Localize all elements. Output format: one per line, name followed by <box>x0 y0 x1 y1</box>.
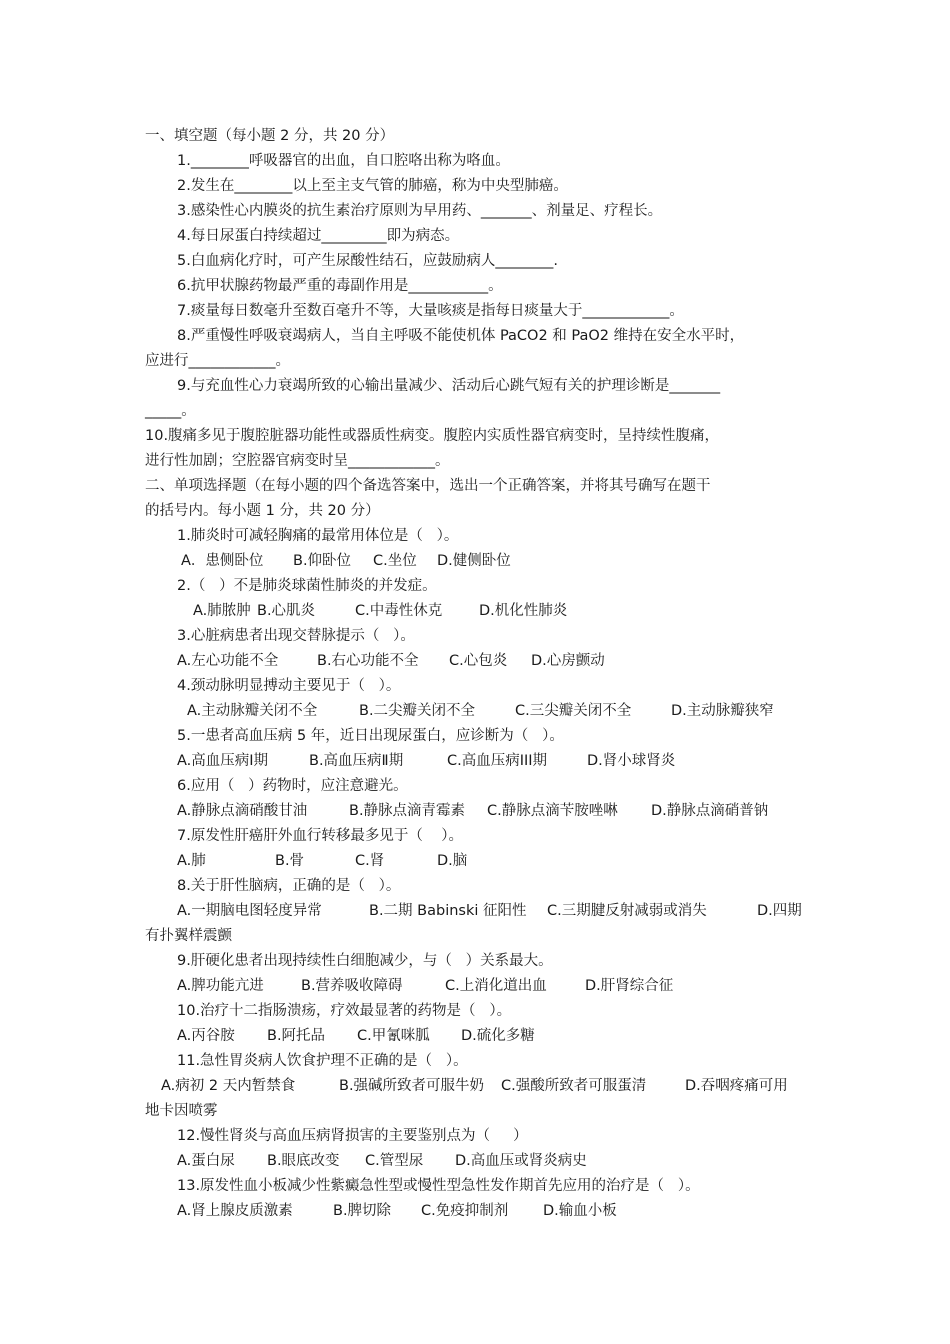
option-b: B.心肌炎 <box>257 603 316 619</box>
choice-question-13: 13.原发性血小板减少性紫癜急性型或慢性型急性发作期首先应用的治疗是（ ）。 <box>177 1178 700 1194</box>
fill-question-9: 9.与充血性心力衰竭所致的心输出量减少、活动后心跳气短有关的护理诊断是_______ <box>177 378 721 394</box>
option-d: D.肾小球肾炎 <box>587 753 676 769</box>
choice-question-3-options <box>145 649 810 674</box>
option-b: B.高血压病Ⅱ期 <box>309 753 404 769</box>
option-b: B.二尖瓣关闭不全 <box>359 703 476 719</box>
option-d: D.硫化多糖 <box>461 1028 535 1044</box>
option-d: D.机化性肺炎 <box>479 603 568 619</box>
exam-content <box>145 124 810 1224</box>
fill-question-6: 6.抗甲状腺药物最严重的毒副作用是___________。 <box>177 278 503 294</box>
option-d: D.脑 <box>437 853 468 869</box>
option-c: C.坐位 <box>373 553 417 569</box>
option-a: A.高血压病Ⅰ期 <box>177 753 269 769</box>
choice-question-11-options <box>145 1074 810 1099</box>
option-c: C.甲氰咪胍 <box>357 1028 430 1044</box>
choice-question-11: 11.急性胃炎病人饮食护理不正确的是（ ）。 <box>177 1053 468 1069</box>
fill-question-8: 8.严重慢性呼吸衰竭病人，当自主呼吸不能使机体 PaCO2 和 PaO2 维持在安全水平时， <box>177 328 745 344</box>
option-b: B.静脉点滴青霉素 <box>349 803 466 819</box>
choice-question-5: 5.一患者高血压病 5 年，近日出现尿蛋白，应诊断为（ ）。 <box>177 728 564 744</box>
option-c: C.三尖瓣关闭不全 <box>515 703 632 719</box>
fill-question-5: 5.白血病化疗时，可产生尿酸性结石，应鼓励病人________. <box>177 253 558 269</box>
fill-question-7: 7.痰量每日数毫升至数百毫升不等，大量咳痰是指每日痰量大于____________。 <box>177 303 684 319</box>
choice-question-1: 1.肺炎时可减轻胸痛的最常用体位是（ ）。 <box>177 528 459 544</box>
option-b: B.仰卧位 <box>293 553 352 569</box>
section-2-heading: 二、单项选择题（在每小题的四个备选答案中，选出一个正确答案，并将其号确写在题干 <box>145 478 711 494</box>
option-b: B.营养吸收障碍 <box>301 978 403 994</box>
choice-question-9-options <box>145 974 810 999</box>
option-a: A.左心功能不全 <box>177 653 279 669</box>
option-a: A.主动脉瓣关闭不全 <box>187 703 318 719</box>
option-a: A.一期脑电图轻度异常 <box>177 903 322 919</box>
section-2-heading-cont: 的括号内。每小题 1 分，共 20 分） <box>145 503 380 519</box>
choice-question-13-options <box>145 1199 810 1224</box>
option-d: D.输血小板 <box>543 1203 617 1219</box>
option-d: D.健侧卧位 <box>437 553 511 569</box>
choice-question-12-options <box>145 1149 810 1174</box>
option-c: C.高血压病III期 <box>447 753 548 769</box>
choice-question-4: 4.颈动脉明显搏动主要见于（ ）。 <box>177 678 401 694</box>
option-a: A.肺脓肿 <box>193 603 251 619</box>
option-b: B.眼底改变 <box>267 1153 340 1169</box>
option-a: A.肾上腺皮质激素 <box>177 1203 293 1219</box>
option-a: A.蛋白尿 <box>177 1153 235 1169</box>
choice-question-10: 10.治疗十二指肠溃疡，疗效最显著的药物是（ ）。 <box>177 1003 512 1019</box>
option-d: D.心房颤动 <box>531 653 605 669</box>
option-c: C.上消化道出血 <box>445 978 547 994</box>
option-b: B.骨 <box>275 853 305 869</box>
fill-question-4: 4.每日尿蛋白持续超过_________即为病态。 <box>177 228 460 244</box>
option-b: B.阿托品 <box>267 1028 326 1044</box>
choice-question-6: 6.应用（ ）药物时，应注意避光。 <box>177 778 408 794</box>
choice-question-10-options <box>145 1024 810 1049</box>
choice-question-12: 12.慢性肾炎与高血压病肾损害的主要鉴别点为（ ） <box>177 1128 528 1144</box>
fill-question-10-cont: 进行性加剧；空腔器官病变时呈____________。 <box>145 453 450 469</box>
choice-question-9: 9.肝硬化患者出现持续性白细胞减少，与（ ）关系最大。 <box>177 953 553 969</box>
option-a: A.丙谷胺 <box>177 1028 235 1044</box>
choice-question-4-options <box>145 699 810 724</box>
option-d: D.四期 <box>757 903 802 919</box>
option-b: B.强碱所致者可服牛奶 <box>339 1078 485 1094</box>
option-d: D.静脉点滴硝普钠 <box>651 803 769 819</box>
option-c: C.管型尿 <box>365 1153 424 1169</box>
fill-question-3: 3.感染性心内膜炎的抗生素治疗原则为早用药、_______、剂量足、疗程长。 <box>177 203 663 219</box>
option-a: A.病初 2 天内暂禁食 <box>161 1078 296 1094</box>
option-d: D.高血压或肾炎病史 <box>455 1153 587 1169</box>
option-a: A.静脉点滴硝酸甘油 <box>177 803 308 819</box>
option-c: C.肾 <box>355 853 385 869</box>
choice-question-7-options <box>145 849 810 874</box>
option-c: C.心包炎 <box>449 653 508 669</box>
choice-question-6-options <box>145 799 810 824</box>
option-c: C.免疫抑制剂 <box>421 1203 509 1219</box>
option-c: C.静脉点滴苄胺唑啉 <box>487 803 618 819</box>
choice-question-7: 7.原发性肝癌肝外血行转移最多见于（ ）。 <box>177 828 464 844</box>
option-c: C.三期腱反射减弱或消失 <box>547 903 707 919</box>
option-a: A．患侧卧位 <box>181 553 264 569</box>
option-d: D.主动脉瓣狭窄 <box>671 703 774 719</box>
choice-question-2-options <box>145 599 810 624</box>
fill-question-1: 1.________呼吸器官的出血，自口腔咯出称为咯血。 <box>177 153 510 169</box>
choice-question-8: 8.关于肝性脑病，正确的是（ ）。 <box>177 878 401 894</box>
choice-question-3: 3.心脏病患者出现交替脉提示（ ）。 <box>177 628 415 644</box>
option-a: A.肺 <box>177 853 206 869</box>
option-a: A.脾功能亢进 <box>177 978 264 994</box>
fill-question-8-cont: 应进行____________。 <box>145 353 290 369</box>
option-b: B.右心功能不全 <box>317 653 419 669</box>
fill-question-10: 10.腹痛多见于腹腔脏器功能性或器质性病变。腹腔内实质性器官病变时，呈持续性腹痛， <box>145 428 720 444</box>
section-1-heading: 一、填空题（每小题 2 分，共 20 分） <box>145 128 395 144</box>
choice-question-5-options <box>145 749 810 774</box>
option-b: B.二期 Babinski 征阳性 <box>369 903 527 919</box>
fill-question-9-cont: _____。 <box>145 403 196 419</box>
option-b: B.脾切除 <box>333 1203 392 1219</box>
option-d: D.肝肾综合征 <box>585 978 674 994</box>
choice-question-8-options <box>145 899 810 924</box>
fill-question-2: 2.发生在________以上至主支气管的肺癌，称为中央型肺癌。 <box>177 178 568 194</box>
choice-question-1-options <box>145 549 810 574</box>
choice-question-8-options-cont: 有扑翼样震颤 <box>145 928 232 944</box>
choice-question-2: 2.（ ）不是肺炎球菌性肺炎的并发症。 <box>177 578 437 594</box>
option-c: C.强酸所致者可服蛋清 <box>501 1078 647 1094</box>
choice-question-11-options-cont: 地卡因喷雾 <box>145 1103 218 1119</box>
option-c: C.中毒性休克 <box>355 603 443 619</box>
option-d: D.吞咽疼痛可用 <box>685 1078 788 1094</box>
